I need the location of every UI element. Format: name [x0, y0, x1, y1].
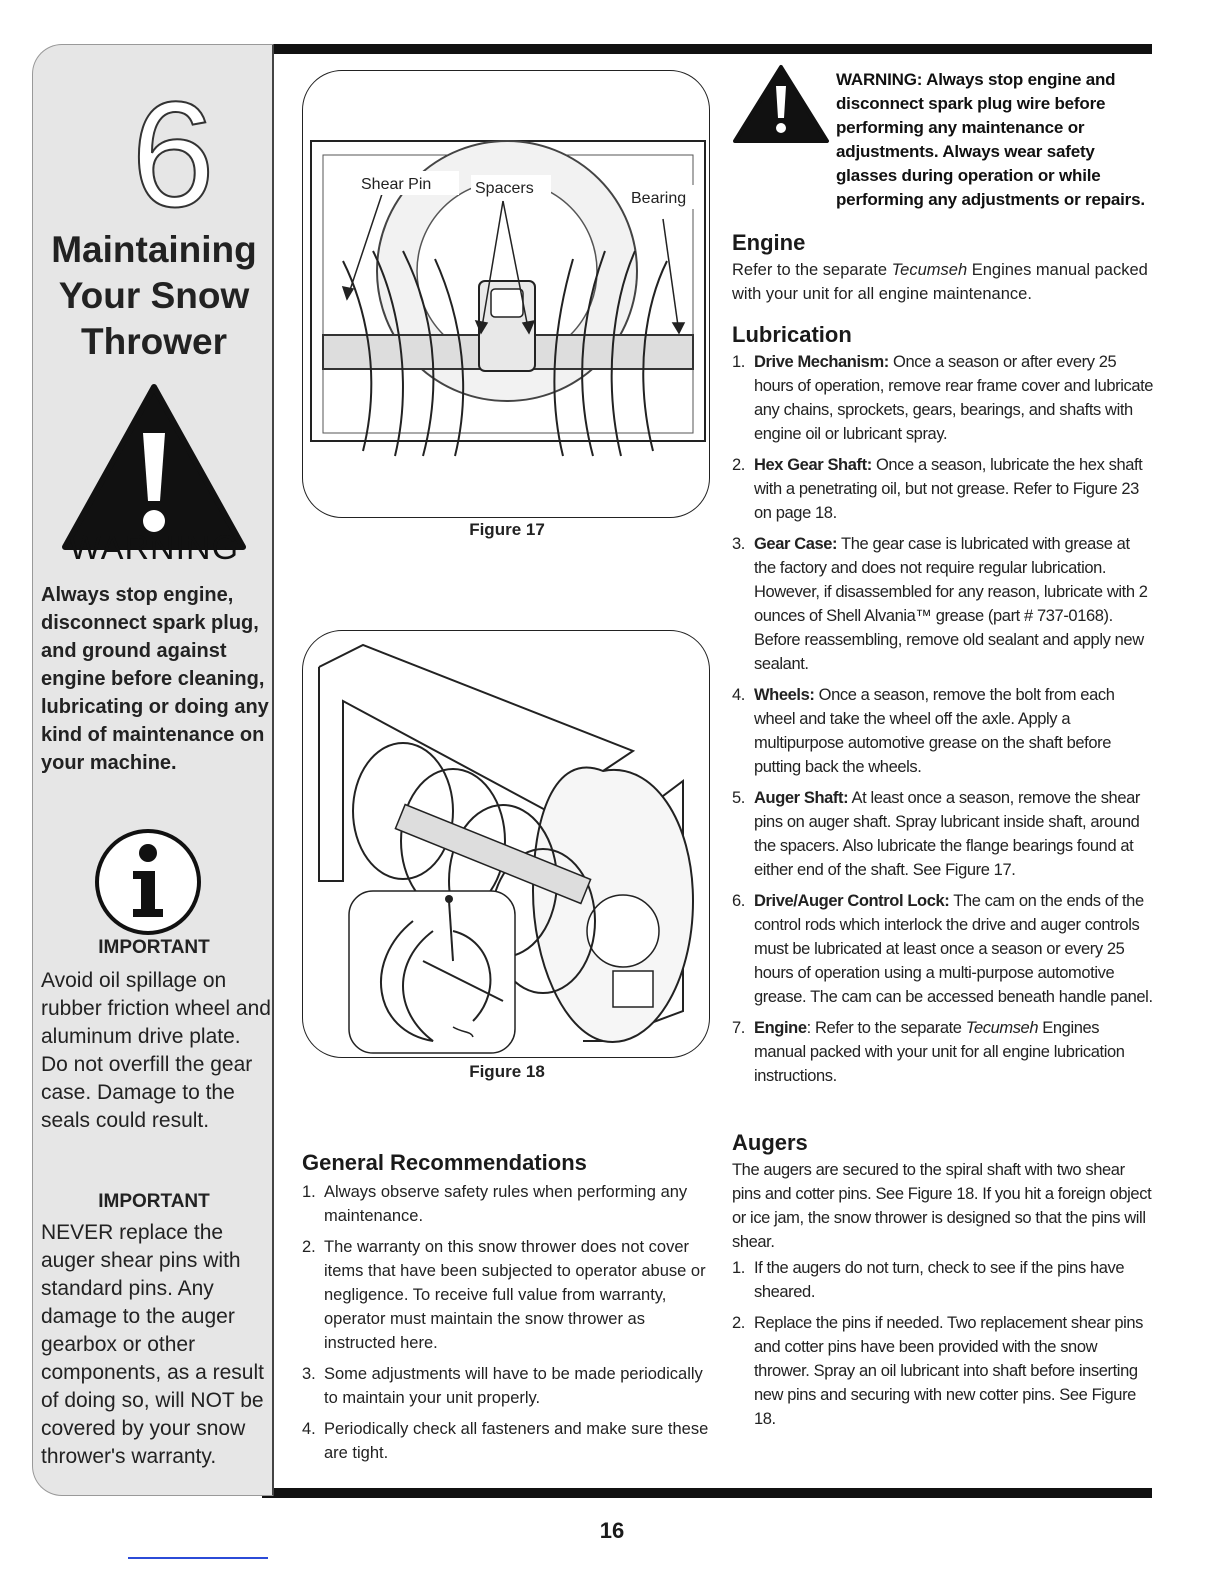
section-heading: Lubrication [732, 322, 852, 347]
item-text: Some adjustments will have to be made periodically to maintain your unit properly. [324, 1365, 703, 1407]
list-number: 3. [732, 535, 745, 553]
item-text: : Refer to the separate [806, 1019, 966, 1037]
list-item [732, 350, 1154, 446]
important-text: NEVER replace the auger shear pins with standard pins. Any damage to the auger gearbox or other components, as a result of doing so, will NOT be covered by your snow thrower's warranty. [41, 1221, 264, 1468]
footer-link-underline [128, 1557, 268, 1559]
list-number: 1. [732, 1259, 745, 1277]
list-item [732, 532, 1154, 676]
figure-caption: Figure 17 [469, 520, 545, 539]
figure-18 [302, 630, 710, 1058]
item-text: Replace the pins if needed. Two replacement shear pins and cotter pins have been provided with the snow thrower. Spray an oil lubricant into shaft before inserting new pins and securing with new cotter pins. See Figure 18. [754, 1314, 1144, 1428]
chapter-title-line: Your Snow [58, 275, 250, 316]
section-heading: Engine [732, 230, 806, 255]
list-item [732, 786, 1154, 882]
item-text: Engines manual packed with your unit for all engine lubrication instructions. [754, 1019, 1125, 1085]
item-label: Gear Case: [754, 535, 838, 553]
item-text: The cam on the ends of the control rods which interlock the drive and auger controls must be lubricated at least once a season or every 25 hours of operation using a multi-purpose automotive grease. The cam can be accessed beneath handle panel. [754, 892, 1153, 1006]
chapter-title [33, 227, 275, 365]
item-label: Drive/Auger Control Lock: [754, 892, 950, 910]
list-number: 1. [302, 1183, 316, 1201]
top-rule [262, 44, 1152, 54]
item-text: If the augers do not turn, check to see if the pins have sheared. [754, 1259, 1125, 1301]
warning-heading: WARNING [68, 529, 240, 567]
item-label: Drive Mechanism: [754, 353, 889, 371]
item-text: Periodically check all fasteners and make sure these are tight. [324, 1420, 709, 1462]
brand-name: Tecumseh [965, 1019, 1039, 1037]
section-heading: General Recommendations [302, 1150, 587, 1175]
chapter-title-line: Thrower [81, 321, 227, 362]
list-number: 3. [302, 1365, 316, 1383]
list-item [302, 1180, 714, 1228]
list-number: 2. [732, 456, 745, 474]
item-text: Once a season or after every 25 hours of operation, remove rear frame cover and lubricate any chains, sprockets, gears, bearings, and shafts with engine oil or lubricant spray. [754, 353, 1154, 443]
engine-text [732, 258, 1154, 306]
list-item [302, 1235, 714, 1355]
list-item [732, 1311, 1154, 1431]
list-number: 2. [732, 1314, 745, 1332]
list-item [302, 1417, 714, 1465]
chapter-number: 6 [131, 70, 215, 238]
item-text: The warranty on this snow thrower does not cover items that have been subjected to operator abuse or negligence. To receive full value from warranty, operator must maintain the snow thrower as instructed here. [324, 1238, 706, 1352]
auger-housing-illustration [303, 631, 710, 1058]
chapter-sidebar [32, 44, 274, 1496]
item-text: Always observe safety rules when performing any maintenance. [324, 1183, 688, 1225]
chapter-title-line: Maintaining [51, 229, 257, 270]
list-number: 7. [732, 1019, 745, 1037]
brand-name: Tecumseh [891, 261, 968, 279]
list-item [732, 1016, 1154, 1088]
bottom-rule [262, 1488, 1152, 1498]
warning-triangle-icon [732, 64, 830, 144]
figure-17 [302, 70, 710, 518]
info-icon [93, 827, 203, 937]
list-item [302, 1362, 714, 1410]
figure-label: Shear Pin [361, 176, 432, 193]
section-heading: Augers [732, 1130, 808, 1155]
page-number: 16 [599, 1518, 625, 1543]
list-item [732, 889, 1154, 1009]
list-number: 5. [732, 789, 745, 807]
list-item [732, 1256, 1154, 1304]
item-label: Engine [754, 1019, 807, 1037]
auger-shaft-illustration [303, 71, 710, 518]
item-label: Auger Shaft: [754, 789, 849, 807]
figure-label: Bearing [631, 190, 687, 207]
figure-caption: Figure 18 [469, 1062, 545, 1081]
important-text: Avoid oil spillage on rubber friction wheel and aluminum drive plate. Do not overfill the gear case. Damage to the seals could result. [41, 969, 271, 1132]
list-item [732, 683, 1154, 779]
list-item [732, 453, 1154, 525]
augers-text: The augers are secured to the spiral shaft with two shear pins and cotter pins. See Figure 18. If you hit a foreign object or ice jam, the snow thrower is designed so that the pins will shear. [732, 1161, 1152, 1251]
item-text: At least once a season, remove the shear pins on auger shaft. Spray lubricant inside shaft, around the spacers. Also lubricate the flange bearings found at either end of the shaft. See Figure 17. [754, 789, 1140, 879]
figure-label: Spacers [475, 180, 534, 197]
warning-triangle-icon [61, 381, 247, 553]
important-heading: IMPORTANT [98, 1191, 210, 1212]
general-list [302, 1180, 714, 1472]
item-label: Hex Gear Shaft: [754, 456, 872, 474]
text-span: Refer to the separate [732, 261, 892, 279]
item-label: Wheels: [754, 686, 815, 704]
list-number: 1. [732, 353, 745, 371]
list-number: 4. [732, 686, 745, 704]
list-number: 6. [732, 892, 745, 910]
item-text: Once a season, lubricate the hex shaft with a penetrating oil, but not grease. Refer to Figure 23 on page 18. [754, 456, 1143, 522]
list-number: 4. [302, 1420, 316, 1438]
lubrication-list [732, 350, 1154, 1095]
item-text: The gear case is lubricated with grease at the factory and does not require regular lubrication. However, if disassembled for any reason, lubricate with 2 ounces of Shell Alvania™ grease (part # 737-0168). Before reassembling, remove old sealant and apply new sealant. [754, 535, 1148, 673]
warning-text: Always stop engine, disconnect spark plug, and ground against engine before cleaning, lubricating or doing any kind of maintenance on your machine. [41, 584, 269, 774]
maintenance-warning: WARNING: Always stop engine and disconnect spark plug wire before performing any maintenance or adjustments. Always wear safety glasses during operation or while performing any adjustments or repairs. [836, 70, 1145, 209]
text-span: Engines manual packed with your unit for all engine maintenance. [732, 261, 1148, 303]
important-heading: IMPORTANT [98, 937, 210, 958]
list-number: 2. [302, 1238, 316, 1256]
item-text: Once a season, remove the bolt from each wheel and take the wheel off the axle. Apply a multipurpose automotive grease on the shaft before putting back the wheels. [754, 686, 1115, 776]
augers-list [732, 1256, 1154, 1438]
